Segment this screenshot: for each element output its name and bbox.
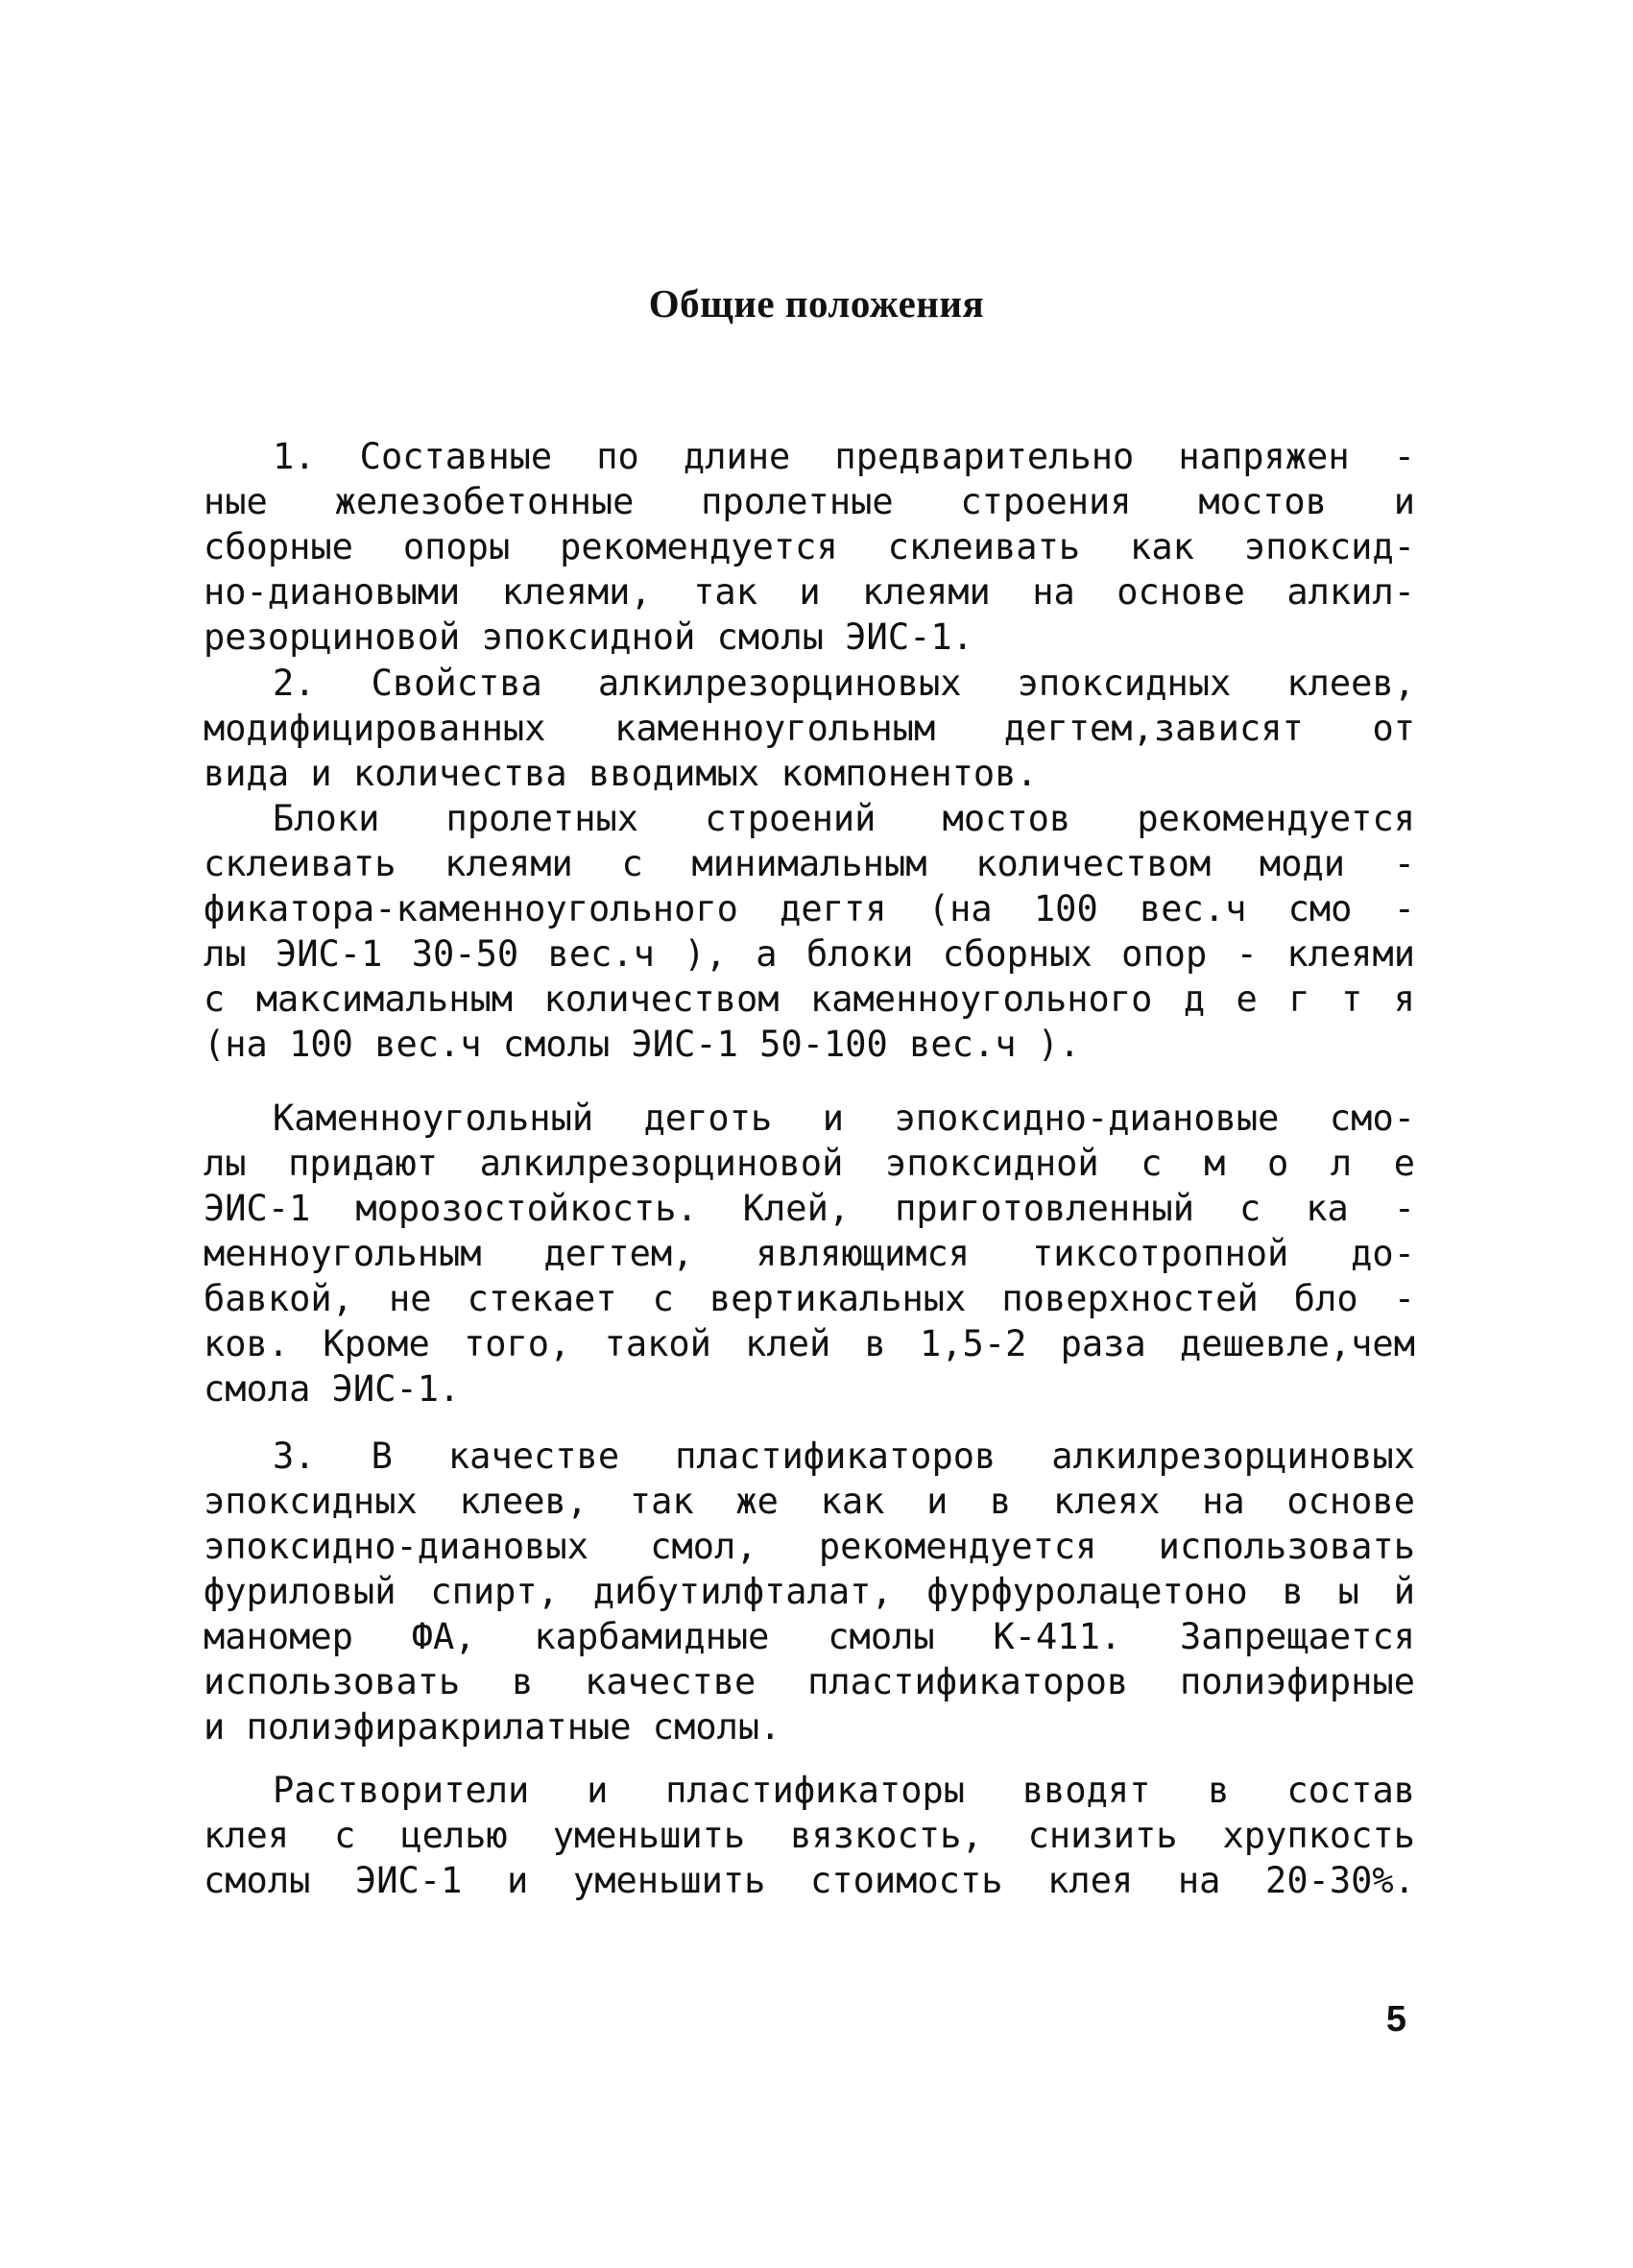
- text-line: лы придают алкилрезорциновой эпоксидной с м о л е: [204, 1143, 1415, 1184]
- text-line: Блоки пролетных строений мостов рекомендуется: [273, 798, 1415, 839]
- text-line: фуриловый спирт, дибутилфталат, фурфуролацетоно в ы й: [204, 1571, 1415, 1612]
- text-line: 2. Свойства алкилрезорциновых эпоксидных клеев,: [273, 663, 1415, 704]
- text-line: бавкой, не стекает с вертикальных поверхностей бло -: [204, 1278, 1415, 1319]
- page-number: 5: [1385, 1999, 1406, 2039]
- text-line: (на 100 вес.ч смолы ЭИС-1 50-100 вес.ч ).: [204, 1024, 1081, 1065]
- text-line: эпоксидных клеев, так же как и в клеях на основе: [204, 1481, 1415, 1522]
- text-line: модифицированных каменноугольным дегтем,зависят от: [204, 708, 1415, 749]
- text-line: 1. Составные по длине предварительно напряжен -: [273, 436, 1415, 477]
- text-line: ные железобетонные пролетные строения мостов и: [204, 481, 1415, 522]
- text-line: вида и количества вводимых компонентов.: [204, 753, 1038, 794]
- text-line: и полиэфиракрилатные смолы.: [204, 1706, 781, 1748]
- text-line: Растворители и пластификаторы вводят в состав: [273, 1770, 1415, 1811]
- text-line: фикатора-каменноугольного дегтя (на 100 вес.ч смо -: [204, 888, 1415, 929]
- text-line: эпоксидно-диановых смол, рекомендуется использовать: [204, 1526, 1415, 1567]
- text-line: ЭИС-1 морозостойкость. Клей, приготовленный с ка -: [204, 1188, 1415, 1229]
- text-line: 3. В качестве пластификаторов алкилрезорциновых: [273, 1436, 1415, 1477]
- text-line: ков. Кроме того, такой клей в 1,5-2 раза дешевле,чем: [204, 1323, 1415, 1364]
- text-line: склеивать клеями с минимальным количеством моди -: [204, 843, 1415, 884]
- page-title: Общие положения: [648, 281, 985, 326]
- text-line: смола ЭИС-1.: [204, 1368, 461, 1410]
- text-line: смолы ЭИС-1 и уменьшить стоимость клея на 20-30%.: [204, 1860, 1415, 1901]
- text-line: с максимальным количеством каменноугольного д е г т я: [204, 978, 1415, 1020]
- text-line: Каменноугольный деготь и эпоксидно-диановые смо-: [273, 1098, 1415, 1139]
- text-line: резорциновой эпоксидной смолы ЭИС-1.: [204, 616, 973, 658]
- text-line: сборные опоры рекомендуется склеивать как эпоксид-: [204, 526, 1415, 567]
- text-line: клея с целью уменьшить вязкость, снизить хрупкость: [204, 1815, 1415, 1856]
- text-line: лы ЭИС-1 30-50 вес.ч ), а блоки сборных опор - клеями: [204, 933, 1415, 975]
- text-line: маномер ФА, карбамидные смолы К-411. Запрещается: [204, 1616, 1415, 1657]
- text-line: использовать в качестве пластификаторов полиэфирные: [204, 1661, 1415, 1702]
- text-line: но-диановыми клеями, так и клеями на основе алкил-: [204, 571, 1415, 613]
- text-line: менноугольным дегтем, являющимся тиксотропной до-: [204, 1233, 1415, 1274]
